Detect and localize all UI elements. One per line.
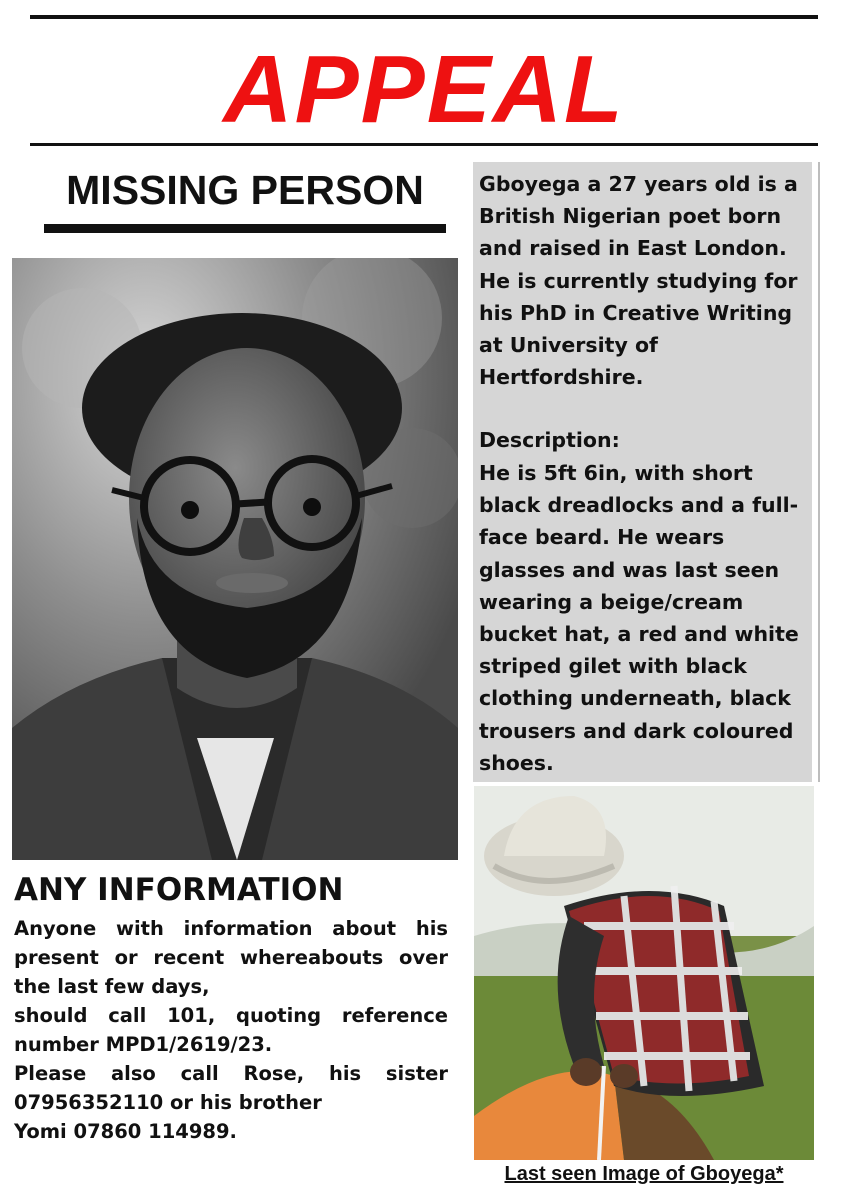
- info-line: the last few days,: [14, 975, 210, 998]
- bio-line: and raised in East London.: [479, 236, 787, 261]
- top-rule: [30, 15, 818, 19]
- bio-text: [479, 168, 817, 393]
- missing-person-heading: MISSING PERSON: [66, 167, 424, 213]
- info-line: number MPD1/2619/23.: [14, 1033, 273, 1056]
- description-line: clothing underneath, black: [479, 686, 791, 711]
- info-line: Yomi 07860 114989.: [14, 1120, 237, 1143]
- bio-line: British Nigerian poet born: [479, 204, 782, 229]
- title-divider: [30, 143, 818, 146]
- description-line: black dreadlocks and a full-: [479, 493, 799, 518]
- portrait-photo: [12, 258, 458, 860]
- description-line: shoes.: [479, 750, 554, 775]
- bio-line: He is currently studying for: [479, 268, 798, 293]
- info-line: Anyone with information about his: [14, 917, 448, 940]
- description-line: bucket hat, a red and white: [479, 622, 799, 647]
- last-seen-photo: [474, 786, 814, 1160]
- bio-line: Gboyega a 27 years old is a: [479, 172, 798, 196]
- description-line: trousers and dark coloured: [479, 718, 794, 743]
- bio-line: Hertfordshire.: [479, 365, 644, 390]
- description-line: He is 5ft 6in, with short: [479, 461, 753, 485]
- portrait-illustration: [12, 258, 458, 860]
- description-line: striped gilet with black: [479, 654, 747, 679]
- info-line: should call 101, quoting reference: [14, 1004, 448, 1027]
- bio-line: at University of: [479, 333, 658, 358]
- panel-edge-line: [818, 162, 820, 782]
- appeal-title: APPEAL: [223, 36, 625, 143]
- info-line: Please also call Rose, his sister: [14, 1062, 448, 1085]
- info-line: 07956352110 or his brother: [14, 1091, 322, 1114]
- last-seen-illustration: [474, 786, 814, 1160]
- missing-person-underline: [44, 224, 446, 233]
- last-seen-caption: Last seen Image of Gboyega*: [504, 1163, 784, 1185]
- description-line: glasses and was last seen: [479, 557, 780, 582]
- description-text: [479, 457, 817, 779]
- description-line: face beard. He wears: [479, 525, 725, 550]
- description-line: wearing a beige/cream: [479, 589, 744, 614]
- bio-line: his PhD in Creative Writing: [479, 300, 793, 325]
- description-label: Description:: [479, 428, 620, 452]
- any-information-heading: ANY INFORMATION: [14, 872, 344, 908]
- info-line: present or recent whereabouts over: [14, 946, 448, 969]
- information-text: [14, 914, 448, 1146]
